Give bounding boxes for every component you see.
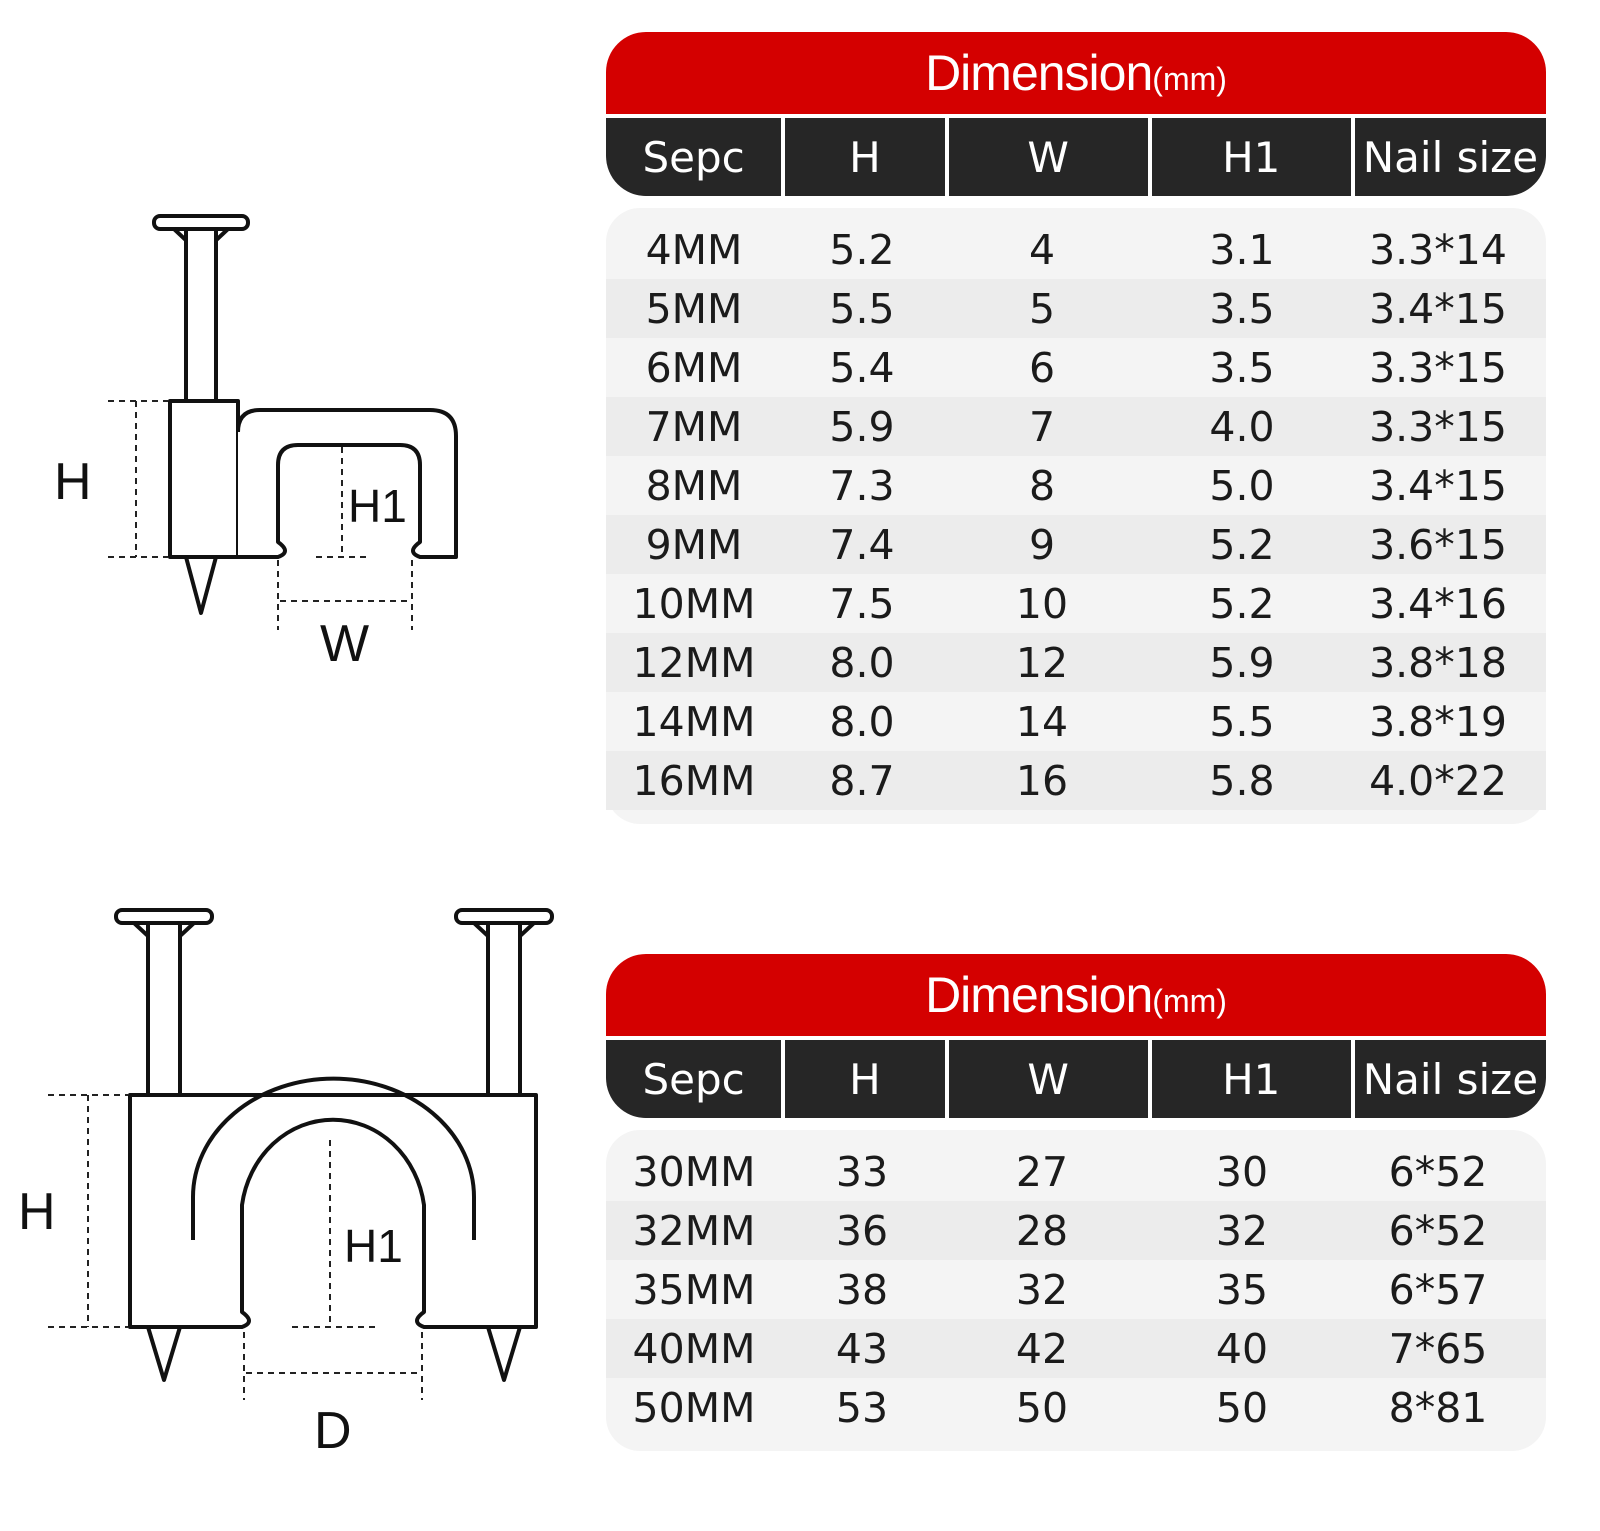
cell-h: 43 — [835, 1324, 889, 1373]
table-row — [606, 574, 1546, 633]
cell-w: 9 — [1028, 520, 1056, 569]
diameter-label: D — [314, 1402, 352, 1460]
cell-nail-size: 3.8*18 — [1369, 638, 1507, 687]
table-row — [606, 515, 1546, 574]
cell-h: 5.2 — [829, 225, 895, 274]
cell-spec: 5MM — [645, 284, 743, 333]
table-row — [606, 633, 1546, 692]
cell-w: 32 — [1015, 1265, 1069, 1314]
table-title — [606, 32, 1546, 114]
table-title-unit: (mm) — [1152, 982, 1227, 1019]
cell-nail-size: 6*57 — [1388, 1265, 1488, 1314]
cell-spec: 12MM — [632, 638, 756, 687]
table-row — [606, 1260, 1546, 1319]
cell-w: 6 — [1028, 343, 1056, 392]
table-body — [606, 208, 1546, 824]
cell-nail-size: 7*65 — [1388, 1324, 1488, 1373]
dimension-table-small — [606, 32, 1546, 824]
cell-w: 8 — [1028, 461, 1056, 510]
table-title-text: Dimension — [925, 967, 1153, 1023]
cell-h: 5.4 — [829, 343, 895, 392]
cell-h1: 5.0 — [1209, 461, 1275, 510]
table-header — [606, 1040, 1546, 1118]
cell-h1: 5.8 — [1209, 756, 1275, 805]
table-row — [606, 279, 1546, 338]
cell-nail-size: 3.3*15 — [1369, 402, 1507, 451]
cell-w: 10 — [1015, 579, 1069, 628]
table-body — [606, 1130, 1546, 1451]
header-w: W — [949, 1040, 1148, 1118]
width-label: W — [320, 615, 370, 673]
cell-h1: 5.5 — [1209, 697, 1275, 746]
cell-h: 7.5 — [829, 579, 895, 628]
header-h1: H1 — [1152, 118, 1351, 196]
cell-h: 33 — [835, 1147, 889, 1196]
inner-height-label: H1 — [348, 480, 407, 532]
cell-nail-size: 3.4*15 — [1369, 284, 1507, 333]
table-row — [606, 397, 1546, 456]
cell-nail-size: 6*52 — [1388, 1147, 1488, 1196]
cell-spec: 6MM — [645, 343, 743, 392]
header-w: W — [949, 118, 1148, 196]
cell-h: 5.9 — [829, 402, 895, 451]
table-row — [606, 1378, 1546, 1437]
cell-w: 28 — [1015, 1206, 1069, 1255]
cell-h1: 3.5 — [1209, 284, 1275, 333]
cell-h1: 4.0 — [1209, 402, 1275, 451]
table-row — [606, 456, 1546, 515]
cell-spec: 8MM — [645, 461, 743, 510]
cell-spec: 4MM — [645, 225, 743, 274]
small-clip-diagram — [40, 200, 580, 680]
cell-h: 53 — [835, 1383, 889, 1432]
cell-spec: 9MM — [645, 520, 743, 569]
header-nail-size: Nail size — [1355, 1040, 1546, 1118]
header-spec: Sepc — [606, 118, 781, 196]
cell-nail-size: 3.3*15 — [1369, 343, 1507, 392]
large-clip-drawing — [10, 900, 590, 1500]
cell-spec: 10MM — [632, 579, 756, 628]
cell-spec: 35MM — [632, 1265, 756, 1314]
cell-h1: 32 — [1215, 1206, 1269, 1255]
cell-nail-size: 3.3*14 — [1369, 225, 1507, 274]
cell-nail-size: 3.6*15 — [1369, 520, 1507, 569]
cell-nail-size: 8*81 — [1388, 1383, 1488, 1432]
height-label: H — [54, 453, 92, 511]
cell-h: 8.7 — [829, 756, 895, 805]
header-h: H — [785, 1040, 944, 1118]
cell-w: 7 — [1028, 402, 1056, 451]
table-row — [606, 751, 1546, 810]
table-title-text: Dimension — [925, 45, 1153, 101]
cell-h1: 3.1 — [1209, 225, 1275, 274]
cell-spec: 14MM — [632, 697, 756, 746]
table-row — [606, 220, 1546, 279]
cell-w: 16 — [1015, 756, 1069, 805]
header-h1: H1 — [1152, 1040, 1351, 1118]
cell-spec: 50MM — [632, 1383, 756, 1432]
cell-spec: 30MM — [632, 1147, 756, 1196]
cell-h: 7.4 — [829, 520, 895, 569]
height-label: H — [18, 1183, 56, 1241]
cell-nail-size: 6*52 — [1388, 1206, 1488, 1255]
cell-w: 42 — [1015, 1324, 1069, 1373]
cell-h: 36 — [835, 1206, 889, 1255]
cell-h: 7.3 — [829, 461, 895, 510]
inner-height-label: H1 — [344, 1220, 403, 1272]
table-title-unit: (mm) — [1152, 60, 1227, 97]
header-spec: Sepc — [606, 1040, 781, 1118]
table-row — [606, 1142, 1546, 1201]
cell-h1: 40 — [1215, 1324, 1269, 1373]
header-h: H — [785, 118, 944, 196]
cell-h1: 3.5 — [1209, 343, 1275, 392]
cell-h: 38 — [835, 1265, 889, 1314]
table-row — [606, 1319, 1546, 1378]
header-nail-size: Nail size — [1355, 118, 1546, 196]
cell-h1: 30 — [1215, 1147, 1269, 1196]
cell-spec: 16MM — [632, 756, 756, 805]
table-row — [606, 692, 1546, 751]
cell-w: 50 — [1015, 1383, 1069, 1432]
cell-h: 8.0 — [829, 638, 895, 687]
cell-w: 14 — [1015, 697, 1069, 746]
dimension-table-large — [606, 954, 1546, 1451]
cell-h1: 5.2 — [1209, 520, 1275, 569]
cell-w: 5 — [1028, 284, 1056, 333]
cell-h1: 5.9 — [1209, 638, 1275, 687]
large-clip-diagram — [10, 900, 590, 1500]
cell-h1: 50 — [1215, 1383, 1269, 1432]
cell-nail-size: 4.0*22 — [1369, 756, 1507, 805]
cell-nail-size: 3.4*15 — [1369, 461, 1507, 510]
cell-w: 4 — [1028, 225, 1056, 274]
cell-nail-size: 3.4*16 — [1369, 579, 1507, 628]
table-row — [606, 1201, 1546, 1260]
cell-spec: 40MM — [632, 1324, 756, 1373]
table-header — [606, 118, 1546, 196]
cell-spec: 7MM — [645, 402, 743, 451]
cell-h: 5.5 — [829, 284, 895, 333]
small-clip-drawing — [40, 200, 580, 680]
cell-w: 27 — [1015, 1147, 1069, 1196]
cell-nail-size: 3.8*19 — [1369, 697, 1507, 746]
cell-spec: 32MM — [632, 1206, 756, 1255]
table-title — [606, 954, 1546, 1036]
table-row — [606, 338, 1546, 397]
cell-h: 8.0 — [829, 697, 895, 746]
cell-h1: 5.2 — [1209, 579, 1275, 628]
cell-w: 12 — [1015, 638, 1069, 687]
cell-h1: 35 — [1215, 1265, 1269, 1314]
